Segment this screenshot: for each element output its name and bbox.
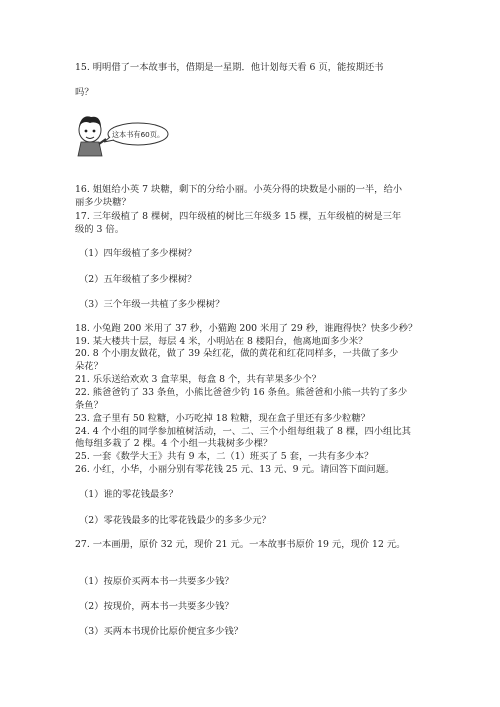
boy-icon — [78, 116, 106, 156]
q26-line1: 26. 小红，小华，小丽分别有零花钱 25 元、13 元、9 元。请回答下面问题。 — [75, 464, 395, 475]
q18: 18. 小兔跑 200 米用了 37 秒，小猫跑 200 米用了 29 秒，谁跑得快？快多少秒？ — [75, 323, 418, 334]
boy-speech-illustration — [74, 112, 174, 158]
q27-sub1: （1）按原价买两本书一共要多少钱？ — [79, 576, 234, 587]
speech-text: 这本书有60页。 — [111, 130, 165, 139]
q27-line1: 27. 一本画册，原价 32 元，现价 21 元。一本故事书原价 19 元，现价 12 元。 — [75, 539, 406, 550]
q16-line1: 16. 姐姐给小英 7 块糖，剩下的分给小丽。小英分得的块数是小丽的一半，给小 — [75, 184, 403, 195]
q22-line1: 22. 熊爸爸钓了 33 条鱼，小熊比爸爸少钓 16 条鱼。熊爸爸和小熊一共钓了多少 — [75, 387, 408, 398]
q16-line2: 丽多少块糖？ — [75, 197, 131, 208]
q27-sub2: （2）按现价，两本书一共要多少钱？ — [79, 601, 234, 612]
q17-sub1: （1）四年级植了多少棵树？ — [79, 248, 197, 259]
q15-line2: 吗？ — [75, 87, 94, 98]
q17-line1: 17. 三年级植了 8 棵树，四年级植的树比三年级多 15 棵，五年级植的树是三年 — [75, 211, 402, 222]
q23: 23. 盒子里有 50 粒糖，小巧吃掉 18 粒糖，现在盒子里还有多少粒糖？ — [75, 413, 370, 424]
speech-bubble — [104, 123, 168, 145]
q20-line1: 20. 8 个小朋友做花，做了 39 朵红花，做的黄花和红花同样多，一共做了多少 — [75, 348, 399, 359]
q21: 21. 乐乐送给欢欢 3 盒苹果，每盒 8 个，共有苹果多少个？ — [75, 374, 321, 385]
q24-line1: 24. 4 个小组的同学参加植树活动，一、二、三个小组每组栽了 8 棵，四小组比其 — [75, 426, 411, 437]
q25: 25. 一套《数学大王》共有 9 本，二（1）班买了 5 套，一共有多少本？ — [75, 451, 374, 462]
q17-line2: 级的 3 倍。 — [75, 224, 125, 235]
q26-sub2: （2）零花钱最多的比零花钱最少的多多少元？ — [79, 515, 271, 526]
q17-sub2: （2）五年级植了多少棵树？ — [79, 274, 197, 285]
q27-sub3: （3）买两本书现价比原价便宜多少钱？ — [79, 626, 243, 637]
q17-sub3: （3）三个年级一共植了多少棵树？ — [79, 299, 225, 310]
q20-line2: 朵花？ — [75, 361, 103, 372]
q26-sub1: （1）谁的零花钱最多？ — [79, 489, 178, 500]
q24-line2: 他每组多栽了 2 棵。4 个小组一共栽树多少棵？ — [75, 438, 273, 449]
q15-line1: 15. 明明借了一本故事书，借期是一星期．他计划每天看 6 页，能按期还书 — [75, 62, 384, 73]
q19: 19. 某大楼共十层，每层 4 米，小明站在 8 楼阳台，他离地面多少米？ — [75, 336, 368, 347]
q22-line2: 条鱼？ — [75, 400, 103, 411]
